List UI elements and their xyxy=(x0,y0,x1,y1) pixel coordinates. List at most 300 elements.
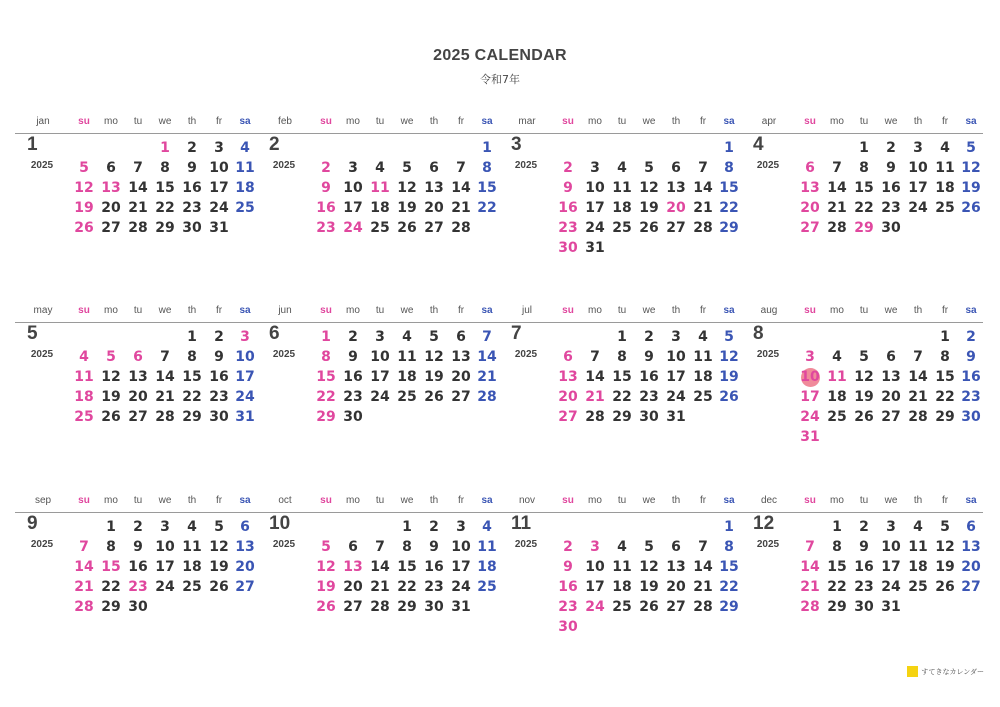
day-cell: 5 xyxy=(79,160,89,176)
day-cell: 27 xyxy=(343,599,363,615)
day-cell: 12 xyxy=(424,349,444,365)
day-cell: 5 xyxy=(321,539,331,555)
day-cell: 25 xyxy=(182,579,202,595)
day-cell: 12 xyxy=(961,160,981,176)
day-cell: 10 xyxy=(451,539,471,555)
day-cell: 17 xyxy=(155,559,175,575)
day-cell: 27 xyxy=(424,220,444,236)
day-cell: 27 xyxy=(800,220,820,236)
day-cell: 8 xyxy=(724,539,734,555)
day-cell: 9 xyxy=(966,349,976,365)
day-cell: 3 xyxy=(913,140,923,156)
day-cell: 23 xyxy=(558,220,578,236)
day-cell: 8 xyxy=(940,349,950,365)
day-cell: 13 xyxy=(343,559,363,575)
day-cell: 28 xyxy=(585,409,605,425)
weekday-th: th xyxy=(671,305,681,316)
day-cell: 15 xyxy=(397,559,417,575)
day-cell: 12 xyxy=(101,369,121,385)
month-year: 2025 xyxy=(30,349,54,360)
weekday-we: we xyxy=(158,305,172,316)
day-cell: 9 xyxy=(859,539,869,555)
day-cell: 2 xyxy=(563,539,573,555)
day-cell: 22 xyxy=(182,389,202,405)
day-cell: 9 xyxy=(348,349,358,365)
day-cell: 3 xyxy=(375,329,385,345)
weekday-we: we xyxy=(158,495,172,506)
day-cell: 3 xyxy=(348,160,358,176)
brand-logo xyxy=(907,666,984,677)
day-cell: 15 xyxy=(827,559,847,575)
day-cell: 20 xyxy=(800,200,820,216)
day-cell: 7 xyxy=(698,160,708,176)
day-cell: 10 xyxy=(370,349,390,365)
weekday-mo: mo xyxy=(346,495,360,506)
day-cell: 17 xyxy=(800,389,820,405)
day-cell: 14 xyxy=(74,559,94,575)
day-cell: 27 xyxy=(558,409,578,425)
day-cell: 23 xyxy=(558,599,578,615)
day-cell: 9 xyxy=(886,160,896,176)
month-number: 12 xyxy=(753,513,775,534)
day-cell: 26 xyxy=(101,409,121,425)
weekday-fr: fr xyxy=(215,495,223,506)
month-apr xyxy=(741,116,983,236)
day-cell: 31 xyxy=(585,240,605,256)
weekday-th: th xyxy=(187,305,197,316)
day-cell: 26 xyxy=(316,599,336,615)
weekday-th: th xyxy=(429,495,439,506)
day-cell: 1 xyxy=(482,140,492,156)
day-cell: 27 xyxy=(666,220,686,236)
day-cell: 24 xyxy=(585,599,605,615)
day-cell: 6 xyxy=(429,160,439,176)
day-cell: 18 xyxy=(182,559,202,575)
day-cell: 18 xyxy=(612,579,632,595)
day-cell: 7 xyxy=(79,539,89,555)
day-cell: 16 xyxy=(639,369,659,385)
day-cell: 4 xyxy=(375,160,385,176)
day-cell: 25 xyxy=(827,409,847,425)
day-cell: 16 xyxy=(961,369,981,385)
day-cell: 10 xyxy=(235,349,255,365)
month-header xyxy=(15,305,257,321)
day-cell: 23 xyxy=(639,389,659,405)
month-number: 11 xyxy=(511,513,532,534)
day-cell: 2 xyxy=(886,140,896,156)
day-cell: 10 xyxy=(585,180,605,196)
day-cell: 22 xyxy=(155,200,175,216)
day-cell: 2 xyxy=(214,329,224,345)
day-cell: 3 xyxy=(805,349,815,365)
day-cell: 18 xyxy=(693,369,713,385)
day-cell: 23 xyxy=(316,220,336,236)
day-cell: 2 xyxy=(187,140,197,156)
day-cell: 17 xyxy=(370,369,390,385)
day-cell: 8 xyxy=(402,539,412,555)
day-cell: 13 xyxy=(558,369,578,385)
day-cell: 6 xyxy=(456,329,466,345)
month-header xyxy=(499,495,741,511)
weekday-su: su xyxy=(320,495,332,506)
month-mar xyxy=(499,116,741,256)
day-cell: 10 xyxy=(585,559,605,575)
day-cell: 5 xyxy=(214,519,224,535)
weekday-tu: tu xyxy=(859,495,869,506)
day-cell: 7 xyxy=(456,160,466,176)
day-cell: 2 xyxy=(644,329,654,345)
logo-square-icon xyxy=(907,666,918,677)
month-nov xyxy=(499,495,741,635)
weekday-we: we xyxy=(884,495,898,506)
day-cell: 28 xyxy=(477,389,497,405)
month-abbr: nov xyxy=(518,495,536,506)
weekday-mo: mo xyxy=(830,116,844,127)
day-cell: 21 xyxy=(693,200,713,216)
day-cell: 7 xyxy=(698,539,708,555)
day-cell: 15 xyxy=(477,180,497,196)
day-cell: 17 xyxy=(666,369,686,385)
weekday-we: we xyxy=(400,495,414,506)
weekday-tu: tu xyxy=(859,116,869,127)
month-number: 7 xyxy=(511,323,522,344)
day-cell: 19 xyxy=(101,389,121,405)
day-cell: 3 xyxy=(590,539,600,555)
day-cell: 7 xyxy=(375,539,385,555)
day-cell: 6 xyxy=(671,160,681,176)
day-cell: 31 xyxy=(800,429,820,445)
month-abbr: feb xyxy=(278,116,292,127)
day-cell: 30 xyxy=(343,409,363,425)
day-cell: 25 xyxy=(74,409,94,425)
weekday-su: su xyxy=(320,116,332,127)
day-cell: 22 xyxy=(612,389,632,405)
weekday-tu: tu xyxy=(133,495,143,506)
day-cell: 23 xyxy=(182,200,202,216)
weekday-sa: sa xyxy=(239,495,251,506)
day-cell: 28 xyxy=(155,409,175,425)
weekday-mo: mo xyxy=(104,305,118,316)
weekday-tu: tu xyxy=(375,116,385,127)
day-cell: 8 xyxy=(859,160,869,176)
day-cell: 26 xyxy=(639,220,659,236)
day-cell: 22 xyxy=(397,579,417,595)
weekday-th: th xyxy=(913,116,923,127)
day-cell: 21 xyxy=(477,369,497,385)
day-cell: 14 xyxy=(585,369,605,385)
day-cell: 12 xyxy=(397,180,417,196)
day-cell: 21 xyxy=(585,389,605,405)
day-cell: 13 xyxy=(451,349,471,365)
weekday-sa: sa xyxy=(481,116,493,127)
month-may xyxy=(15,305,257,425)
day-cell: 23 xyxy=(343,389,363,405)
day-cell: 25 xyxy=(370,220,390,236)
month-jan xyxy=(15,116,257,236)
day-cell: 31 xyxy=(666,409,686,425)
day-cell: 30 xyxy=(881,220,901,236)
day-cell: 2 xyxy=(966,329,976,345)
day-cell: 22 xyxy=(854,200,874,216)
month-header xyxy=(499,116,741,132)
day-cell: 19 xyxy=(961,180,981,196)
weekday-mo: mo xyxy=(830,495,844,506)
day-cell: 25 xyxy=(477,579,497,595)
day-cell: 10 xyxy=(666,349,686,365)
day-cell: 9 xyxy=(214,349,224,365)
month-abbr: dec xyxy=(760,495,778,506)
day-cell: 15 xyxy=(612,369,632,385)
day-cell: 8 xyxy=(187,349,197,365)
day-cell: 15 xyxy=(101,559,121,575)
weekday-th: th xyxy=(187,116,197,127)
weekday-tu: tu xyxy=(133,116,143,127)
month-abbr: sep xyxy=(34,495,52,506)
day-cell: 21 xyxy=(128,200,148,216)
day-cell: 21 xyxy=(370,579,390,595)
weekday-mo: mo xyxy=(588,305,602,316)
day-cell: 19 xyxy=(719,369,739,385)
weekday-tu: tu xyxy=(375,495,385,506)
day-cell: 24 xyxy=(666,389,686,405)
day-cell: 21 xyxy=(74,579,94,595)
day-cell: 1 xyxy=(160,140,170,156)
day-cell: 17 xyxy=(343,200,363,216)
month-oct xyxy=(257,495,499,615)
day-cell: 10 xyxy=(155,539,175,555)
day-cell: 8 xyxy=(482,160,492,176)
weekday-fr: fr xyxy=(699,495,707,506)
weekday-mo: mo xyxy=(830,305,844,316)
day-cell: 1 xyxy=(321,329,331,345)
day-cell: 14 xyxy=(800,559,820,575)
weekday-su: su xyxy=(804,495,816,506)
day-cell: 3 xyxy=(160,519,170,535)
day-cell: 16 xyxy=(424,559,444,575)
day-cell: 12 xyxy=(854,369,874,385)
day-cell: 28 xyxy=(74,599,94,615)
weekday-fr: fr xyxy=(457,495,465,506)
month-year: 2025 xyxy=(756,160,780,171)
day-cell: 8 xyxy=(617,349,627,365)
day-cell: 9 xyxy=(429,539,439,555)
day-cell: 18 xyxy=(235,180,255,196)
day-cell: 28 xyxy=(693,599,713,615)
weekday-we: we xyxy=(884,305,898,316)
month-number: 2 xyxy=(269,134,280,155)
day-cell: 4 xyxy=(913,519,923,535)
day-cell: 16 xyxy=(182,180,202,196)
day-cell: 15 xyxy=(935,369,955,385)
month-abbr: mar xyxy=(518,116,536,127)
day-cell: 10 xyxy=(908,160,928,176)
day-cell: 4 xyxy=(617,160,627,176)
day-cell: 4 xyxy=(617,539,627,555)
month-header xyxy=(741,495,983,511)
month-aug xyxy=(741,305,983,445)
month-header xyxy=(257,495,499,511)
day-cell: 28 xyxy=(451,220,471,236)
day-cell: 30 xyxy=(558,619,578,635)
day-cell: 14 xyxy=(370,559,390,575)
day-cell: 29 xyxy=(612,409,632,425)
day-cell: 5 xyxy=(644,160,654,176)
weekday-sa: sa xyxy=(239,305,251,316)
day-cell: 9 xyxy=(644,349,654,365)
day-cell: 20 xyxy=(558,389,578,405)
weekday-we: we xyxy=(158,116,172,127)
day-cell: 5 xyxy=(966,140,976,156)
day-cell: 11 xyxy=(74,369,94,385)
day-cell: 16 xyxy=(854,559,874,575)
day-cell: 1 xyxy=(187,329,197,345)
weekday-mo: mo xyxy=(588,116,602,127)
day-cell: 17 xyxy=(209,180,229,196)
day-cell: 9 xyxy=(133,539,143,555)
day-cell: 11 xyxy=(370,180,390,196)
day-cell: 13 xyxy=(800,180,820,196)
day-cell: 18 xyxy=(74,389,94,405)
day-cell: 18 xyxy=(370,200,390,216)
weekday-sa: sa xyxy=(965,305,977,316)
day-cell: 27 xyxy=(666,599,686,615)
weekday-su: su xyxy=(78,116,90,127)
day-cell: 29 xyxy=(854,220,874,236)
day-cell: 31 xyxy=(235,409,255,425)
day-cell: 20 xyxy=(343,579,363,595)
day-cell: 28 xyxy=(128,220,148,236)
day-cell: 11 xyxy=(827,369,847,385)
day-cell: 11 xyxy=(182,539,202,555)
weekday-fr: fr xyxy=(941,116,949,127)
day-cell: 11 xyxy=(235,160,255,176)
day-cell: 24 xyxy=(881,579,901,595)
day-cell: 19 xyxy=(639,579,659,595)
month-header xyxy=(741,305,983,321)
day-cell: 26 xyxy=(719,389,739,405)
month-year: 2025 xyxy=(272,349,296,360)
weekday-we: we xyxy=(642,305,656,316)
day-cell: 4 xyxy=(79,349,89,365)
weekday-mo: mo xyxy=(104,116,118,127)
day-cell: 30 xyxy=(854,599,874,615)
day-cell: 28 xyxy=(800,599,820,615)
day-cell: 11 xyxy=(908,539,928,555)
weekday-th: th xyxy=(671,495,681,506)
day-cell: 1 xyxy=(402,519,412,535)
day-cell: 14 xyxy=(908,369,928,385)
day-cell: 14 xyxy=(128,180,148,196)
day-cell: 23 xyxy=(209,389,229,405)
day-cell: 21 xyxy=(800,579,820,595)
month-year: 2025 xyxy=(514,160,538,171)
day-cell: 1 xyxy=(940,329,950,345)
day-cell: 15 xyxy=(316,369,336,385)
day-cell: 24 xyxy=(451,579,471,595)
day-cell: 11 xyxy=(693,349,713,365)
day-cell: 12 xyxy=(719,349,739,365)
day-cell: 8 xyxy=(832,539,842,555)
day-cell: 30 xyxy=(639,409,659,425)
day-cell: 29 xyxy=(101,599,121,615)
day-cell: 3 xyxy=(886,519,896,535)
month-number: 8 xyxy=(753,323,764,344)
day-cell: 29 xyxy=(316,409,336,425)
month-jun xyxy=(257,305,499,425)
day-cell: 16 xyxy=(343,369,363,385)
day-cell: 3 xyxy=(456,519,466,535)
month-number: 10 xyxy=(269,513,291,534)
day-cell: 6 xyxy=(133,349,143,365)
day-cell: 26 xyxy=(961,200,981,216)
day-cell: 5 xyxy=(859,349,869,365)
day-cell: 1 xyxy=(106,519,116,535)
month-number: 6 xyxy=(269,323,280,344)
day-cell: 6 xyxy=(966,519,976,535)
day-cell: 29 xyxy=(182,409,202,425)
month-number: 5 xyxy=(27,323,38,344)
day-cell: 25 xyxy=(612,599,632,615)
calendar-subtitle: 令和7年 xyxy=(480,73,520,86)
day-cell: 5 xyxy=(724,329,734,345)
day-cell: 2 xyxy=(321,160,331,176)
day-cell: 25 xyxy=(908,579,928,595)
weekday-th: th xyxy=(429,116,439,127)
day-cell: 1 xyxy=(832,519,842,535)
day-cell: 2 xyxy=(348,329,358,345)
day-cell: 17 xyxy=(908,180,928,196)
day-cell: 30 xyxy=(209,409,229,425)
day-cell: 22 xyxy=(316,389,336,405)
weekday-we: we xyxy=(642,495,656,506)
weekday-mo: mo xyxy=(104,495,118,506)
day-cell: 26 xyxy=(424,389,444,405)
day-cell: 15 xyxy=(854,180,874,196)
day-cell: 22 xyxy=(719,579,739,595)
day-cell: 12 xyxy=(639,559,659,575)
day-cell: 7 xyxy=(805,539,815,555)
day-cell: 11 xyxy=(612,180,632,196)
day-cell: 4 xyxy=(240,140,250,156)
month-year: 2025 xyxy=(30,160,54,171)
weekday-th: th xyxy=(671,116,681,127)
day-cell: 19 xyxy=(854,389,874,405)
month-number: 9 xyxy=(27,513,38,534)
month-year: 2025 xyxy=(30,539,54,550)
day-cell: 8 xyxy=(106,539,116,555)
month-year: 2025 xyxy=(272,539,296,550)
day-cell: 14 xyxy=(827,180,847,196)
day-cell: 23 xyxy=(961,389,981,405)
day-cell: 16 xyxy=(128,559,148,575)
day-cell: 6 xyxy=(240,519,250,535)
day-cell: 4 xyxy=(832,349,842,365)
day-cell: 4 xyxy=(482,519,492,535)
month-number: 1 xyxy=(27,134,38,155)
weekday-tu: tu xyxy=(375,305,385,316)
month-number: 3 xyxy=(511,134,522,155)
day-cell: 14 xyxy=(693,180,713,196)
day-cell: 4 xyxy=(698,329,708,345)
day-cell: 6 xyxy=(348,539,358,555)
day-cell: 28 xyxy=(908,409,928,425)
day-cell: 26 xyxy=(854,409,874,425)
day-cell: 22 xyxy=(101,579,121,595)
day-cell: 30 xyxy=(961,409,981,425)
weekday-sa: sa xyxy=(481,305,493,316)
day-cell: 20 xyxy=(424,200,444,216)
day-cell: 18 xyxy=(612,200,632,216)
